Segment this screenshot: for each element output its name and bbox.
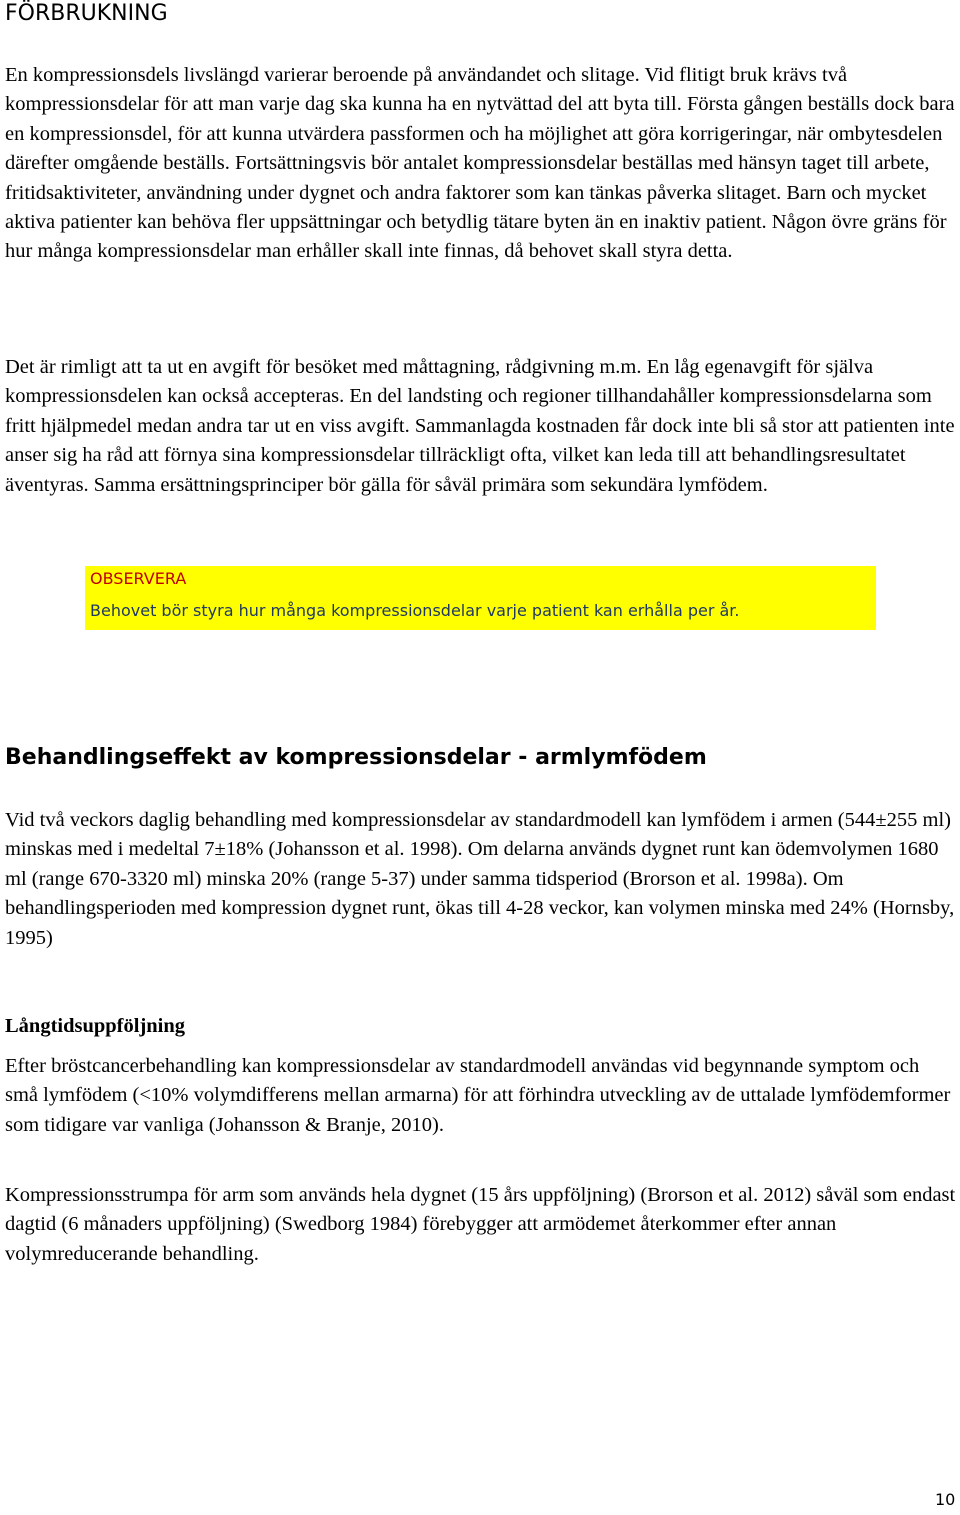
observera-callout [85,566,876,630]
paragraph-fees: Det är rimligt att ta ut en avgift för besöket med måttagning, rådgivning m.m. En låg egenavgift för själva kompressionsdelen kan också accepteras. En del landsting och regioner tillhandahåller kompressionsdelarna som fritt hjälpmedel medan andra tar ut en viss avgift. Sammanlagda kostnaden får dock inte bli så stor att patienten inte anser sig ha råd att förnya sina kompressionsdelar tillräckligt ofta, vilket kan leda till att behandlingsresultatet äventyras. Samma ersättningsprinciper bör gälla för såväl primära som sekundära lymfödem. [5,356,955,496]
long-term-followup-heading: Långtidsuppföljning [5,1015,186,1037]
paragraph-treatment-effect: Vid två veckors daglig behandling med kompressionsdelar av standardmodell kan lymfödem i armen (544±255 ml) minskas med i medeltal 7±18% (Johansson et al. 1998). Om delarna används dygnet runt kan ödemvolymen 1680 ml (range 670-3320 ml) minska 20% (range 5-37) under samma tidsperiod (Brorson et al. 1998a). Om behandlingsperioden med kompression dygnet runt, ökas till 4-28 veckor, kan volymen minska med 24% (Hornsby, 1995) [5,809,955,949]
callout-text: Behovet bör styra hur många kompressionsdelar varje patient kan erhålla per år. [90,601,740,620]
section-heading: FÖRBRUKNING [5,1,168,26]
paragraph-compression-stocking: Kompressionsstrumpa för arm som används hela dygnet (15 års uppföljning) (Brorson et al. 2012) såväl som endast dagtid (6 månaders uppföljning) (Swedborg 1984) förebygger att armödemet återkommer efter annan volymreducerande behandling. [5,1184,956,1265]
callout-title: OBSERVERA [90,569,187,588]
paragraph-consumption: En kompressionsdels livslängd varierar beroende på användandet och slitage. Vid flitigt bruk krävs två kompressionsdelar för att man varje dag ska kunna ha en nytvättad del att byta till. Första gången beställs dock bara en kompressionsdel, för att kunna utvärdera passformen och ha möjlighet att göra korrigeringar, när ombytesdelen därefter omgående beställs. Fortsättningsvis bör antalet kompressionsdelar beställas med hänsyn taget till arbete, fritidsaktiviteter, användning under dygnet och andra faktorer som kan tänkas påverka slitaget. Barn och mycket aktiva patienter kan behöva fler uppsättningar och betydlig tätare byten än en inaktiv patient. Någon övre gräns för hur många kompressionsdelar man erhåller skall inte finnas, då behovet skall styra detta. [5,64,955,263]
paragraph-breast-cancer: Efter bröstcancerbehandling kan kompressionsdelar av standardmodell användas vid begynnande symptom och små lymfödem (<10% volymdifferens mellan armarna) för att förhindra utveckling av de uttalade lymfödemformer som tidigare var vanliga (Johansson & Branje, 2010). [5,1055,951,1136]
treatment-effect-heading: Behandlingseffekt av kompressionsdelar - armlymfödem [5,745,707,770]
page-number: 10 [935,1490,956,1509]
